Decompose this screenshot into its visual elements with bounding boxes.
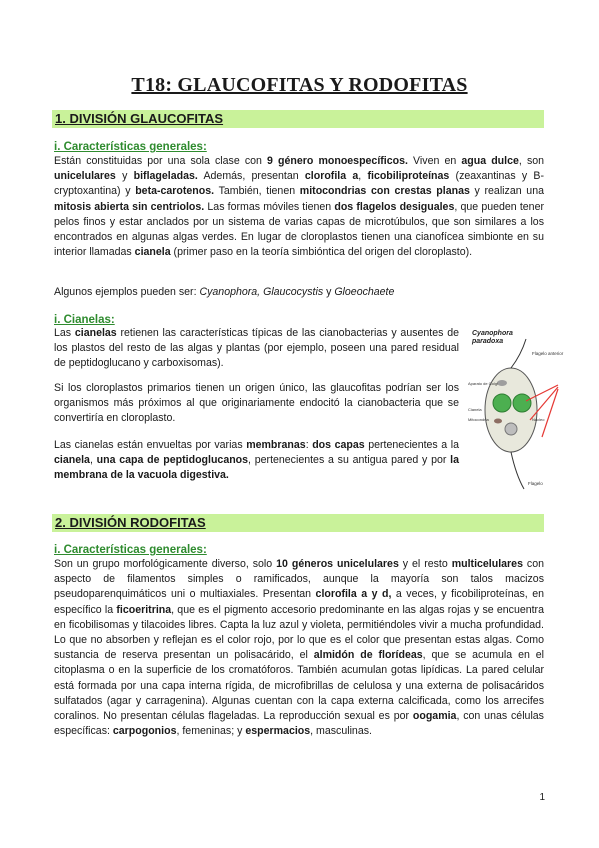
text-run: ,: [358, 170, 368, 183]
bold-text: multicelulares: [451, 558, 523, 570]
subheading-caracteristicas-glaucofitas: i. Características generales:: [54, 141, 207, 153]
bold-text: espermacios: [245, 725, 311, 738]
text-run: y realizan una: [469, 185, 544, 198]
bold-text: beta-carotenos.: [135, 185, 215, 198]
bold-text: unicelulares: [54, 170, 116, 183]
text-run: , con unas células específicas:: [54, 710, 544, 738]
bold-text: clorofila a: [304, 170, 359, 183]
paragraph-glaucofitas-generales: [54, 154, 544, 260]
text-run: con aspecto de filamentos simples o ramificados, aunque la mayoría son talos macizos pseudoparenquimáticos uni o multiaxiales. Presentan: [54, 558, 544, 601]
italic-text: Gloeochaete: [334, 286, 395, 298]
text-run: Además, presentan: [197, 170, 305, 183]
paragraph-cianelas-2: [54, 381, 459, 427]
text-run: , que pueden tener pelos finos y estar anclados por un sistema de varias capas de microtúbulos, que son similares a los encontrados en algunas algas verdes. En lugar de cloroplastos tienen una cianofícea simbionte en su interior llamadas: [54, 200, 544, 259]
bold-text: clorofila a y d,: [315, 588, 392, 601]
bold-text: mitocondrias con crestas planas: [299, 185, 470, 198]
cianela-1: [493, 394, 511, 412]
text-run: Las cianelas están envueltas por varias: [54, 439, 247, 451]
text-run: Algunos ejemplos pueden ser:: [54, 286, 200, 298]
cianela-2: [513, 394, 531, 412]
text-run: (zeaxantinas y B-cryptoxantina) y: [54, 170, 545, 198]
page-number: 1: [539, 792, 545, 803]
text-run: Las formas móviles tienen: [204, 200, 335, 213]
text-run: ,: [89, 454, 97, 467]
text-run: , que se acumula en el citoplasma o en la superficie de los cromatóforos. También acumulan gotas lipídicas. La pared celular está formada por una capa interna rígida, de microfibrillas de celulosa y una externa de polisacáridos sulfatados (agar y carragenina). Algunas cuentan con la capa externa calcificada, como los arrecifes coralinos. No presentan células flageladas. La reproducción sexual es por: [54, 649, 544, 723]
text-run: , femeninas; y: [176, 725, 246, 738]
paragraph-cianelas-1: [54, 326, 459, 372]
bold-text: ficobiliproteínas: [367, 170, 450, 183]
bold-text: cianela: [134, 246, 171, 259]
text-run: Viven en: [407, 155, 462, 167]
bold-text: dos flagelos desiguales: [334, 200, 455, 213]
text-run: , pertenecientes a su antigua pared y por: [248, 454, 451, 467]
text-run: (primer paso en la teoría simbióntica del origen del cloroplasto).: [170, 246, 473, 259]
section-heading-glaucofitas: 1. DIVISIÓN GLAUCOFITAS: [52, 110, 544, 128]
text-run: , masculinas.: [310, 725, 372, 738]
subheading-caracteristicas-rodofitas: i. Características generales:: [54, 544, 207, 556]
text-run: y: [323, 286, 335, 298]
bold-text: cianela: [54, 454, 90, 467]
text-run: a veces, y ficobiliproteínas, en específico la: [54, 588, 545, 616]
bold-text: carpogonios: [112, 725, 177, 738]
subheading-cianelas: i. Cianelas:: [54, 314, 115, 326]
text-run: y el resto: [398, 558, 452, 570]
section-heading-rodofitas: 2. DIVISIÓN RODOFITAS: [52, 514, 544, 532]
bold-text: mitosis abierta sin centriolos.: [54, 200, 205, 213]
cyanophora-diagram: [466, 325, 566, 495]
label-cianela: Cianela: [468, 407, 482, 412]
figure-title-line2: paradoxa: [472, 338, 504, 345]
paragraph-cianelas-3: [54, 438, 459, 484]
text-run: También, tienen: [214, 185, 300, 198]
paragraph-ejemplos: [54, 285, 544, 300]
bold-text: 10 géneros unicelulares: [276, 558, 399, 570]
text-run: , son: [518, 155, 545, 167]
bold-text: membranas: [246, 439, 306, 451]
italic-text: Cyanophora, Glaucocystis: [199, 286, 324, 298]
text-run: pertenecientes a la: [364, 439, 459, 451]
text-run: :: [305, 439, 313, 451]
bold-text: oogamia: [412, 710, 457, 723]
text-run: Si los cloroplastos primarios tienen un origen único, las glaucofitas podrían ser los organismos más próximos al que originariamente endocitó la cianobacteria que se convertiría en cloroplasto.: [54, 382, 459, 425]
text-run: Están constituidas por una sola clase con: [54, 155, 268, 167]
document-title: T18: GLAUCOFITAS Y RODOFITAS: [131, 74, 468, 96]
label-golgi: Aparato de Golgi: [468, 381, 499, 386]
bold-text: dos capas: [312, 439, 365, 451]
bold-text: cianelas: [74, 327, 117, 339]
bold-text: almidón de florídeas: [313, 649, 423, 662]
cyanophora-figure: [466, 325, 566, 495]
golgi-shape: [497, 380, 507, 386]
bold-text: la membrana de la vacuola digestiva.: [54, 454, 459, 482]
bold-text: ficoeritrina: [116, 603, 172, 616]
bold-text: agua dulce: [461, 155, 519, 167]
text-run: Las: [54, 327, 75, 339]
nucleo-shape: [505, 423, 517, 435]
label-flagelo-anterior: Flagelo anterior: [532, 351, 564, 356]
text-run: y: [115, 170, 134, 183]
label-flagelo: Flagelo: [528, 481, 543, 486]
text-run: , que es el pigmento accesorio predominante en las algas rojas y se encuentra en ficobilisomas y tilacoides libres. Capta la luz azul y violeta, permitiéndoles vivir a mucha profundidad. Lo que no absorben y reflejan es el color rojo, por lo que es el color que presentan estas algas. Como sustancia de reserva presentan un polisacárido, el: [54, 603, 544, 662]
bold-text: biflageladas.: [133, 170, 198, 183]
bold-text: una capa de peptidoglucanos: [96, 454, 249, 467]
text-run: retienen las características típicas de las cianobacterias y ausentes de los plastos del resto de las algas y plantas (por ejemplo, poseen una pared residual de peptidoglucano y carboxisomas).: [54, 327, 459, 370]
text-run: Son un grupo morfológicamente diverso, solo: [54, 558, 277, 570]
bold-text: 9 género monoespecíficos.: [267, 155, 408, 167]
paragraph-rodofitas-generales: [54, 557, 544, 739]
label-mitocondria: Mitocondria: [468, 417, 489, 422]
mitocondria-shape: [494, 419, 502, 424]
label-nucleo: Núcleo: [532, 417, 545, 422]
figure-title-line1: Cyanophora: [472, 330, 513, 337]
